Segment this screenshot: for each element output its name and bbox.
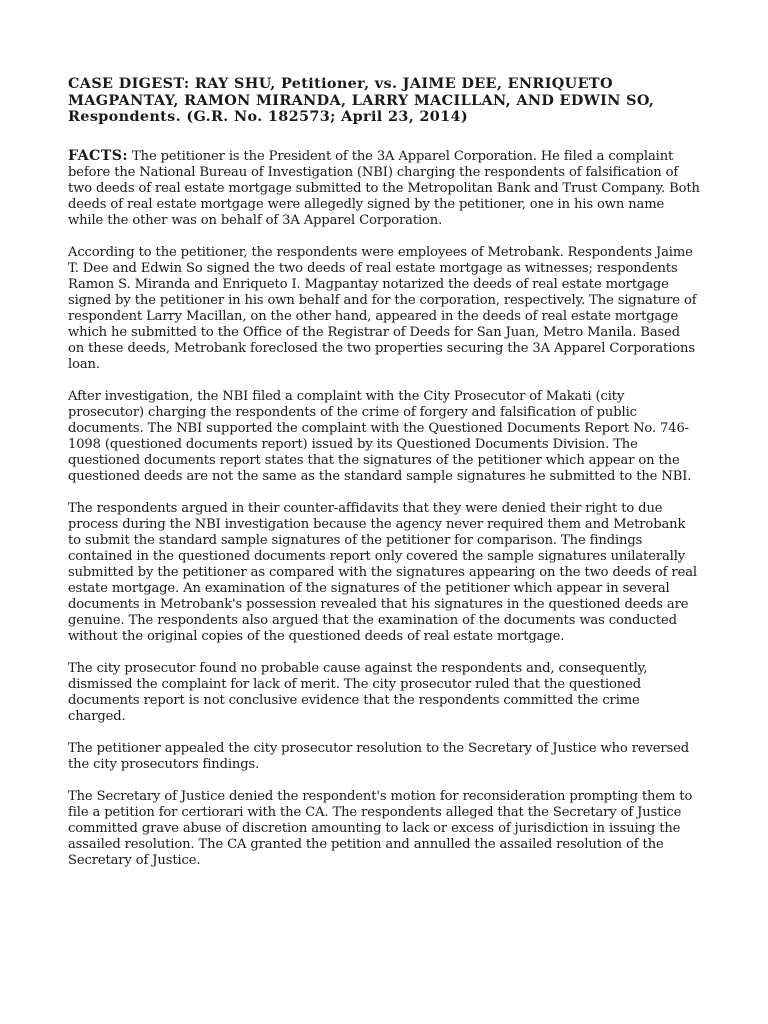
facts-text: The petitioner is the President of the 3A Apparel Corporation. He filed a complaint before the National Bureau of Investigation (NBI) charging the respondents of falsification of two deeds of real estate mortgage submitted to the Metropolitan Bank and Trust Company. Both deeds of real estate mortgage were allegedly signed by the petitioner, one in his own name while the other was on behalf of 3A Apparel Corporation.	[68, 148, 700, 228]
facts-paragraph	[68, 148, 700, 229]
case-title: CASE DIGEST: RAY SHU, Petitioner, vs. JAIME DEE, ENRIQUETO MAGPANTAY, RAMON MIRANDA, LARRY MACILLAN, AND EDWIN SO, Respondents. (G.R. No. 182573; April 23, 2014)	[68, 75, 655, 126]
document-page	[68, 76, 700, 885]
paragraph-appeal: The petitioner appealed the city prosecutor resolution to the Secretary of Justice who reversed the city prosecutors findings.	[68, 740, 690, 772]
paragraph-counter-affidavits: The respondents argued in their counter-affidavits that they were denied their right to due process during the NBI investigation because the agency never required them and Metrobank to submit the standard sample signatures of the petitioner for comparison. The findings contained in the questioned documents report only covered the sample signatures unilaterally submitted by the petitioner as compared with the signatures appearing on the two deeds of real estate mortgage. An examination of the signatures of the petitioner which appear in several documents in Metrobank's possession revealed that his signatures in the questioned deeds are genuine. The respondents also argued that the examination of the documents was conducted without the original copies of the questioned deeds of real estate mortgage.	[68, 500, 697, 644]
paragraph-nbi-complaint: After investigation, the NBI filed a complaint with the City Prosecutor of Makati (city prosecutor) charging the respondents of the crime of forgery and falsification of public documents. The NBI supported the complaint with the Questioned Documents Report No. 746-1098 (questioned documents report) issued by its Questioned Documents Division. The questioned documents report states that the signatures of the petitioner which appear on the questioned deeds are not the same as the standard sample signatures he submitted to the NBI.	[68, 388, 692, 484]
paragraph-city-prosecutor: The city prosecutor found no probable cause against the respondents and, consequently, dismissed the complaint for lack of merit. The city prosecutor ruled that the questioned documents report is not conclusive evidence that the respondents committed the crime charged.	[68, 660, 648, 724]
paragraph-respondents-employees: According to the petitioner, the respondents were employees of Metrobank. Respondents Jaime T. Dee and Edwin So signed the two deeds of real estate mortgage as witnesses; respondents Ramon S. Miranda and Enriqueto I. Magpantay notarized the deeds of real estate mortgage signed by the petitioner in his own behalf and for the corporation, respectively. The signature of respondent Larry Macillan, on the other hand, appeared in the deeds of real estate mortgage which he submitted to the Office of the Registrar of Deeds for San Juan, Metro Manila. Based on these deeds, Metrobank foreclosed the two properties securing the 3A Apparel Corporations loan.	[68, 244, 697, 372]
paragraph-certiorari: The Secretary of Justice denied the respondent's motion for reconsideration prompting them to file a petition for certiorari with the CA. The respondents alleged that the Secretary of Justice committed grave abuse of discretion amounting to lack or excess of jurisdiction in issuing the assailed resolution. The CA granted the petition and annulled the assailed resolution of the Secretary of Justice.	[68, 788, 693, 868]
facts-label: FACTS:	[68, 147, 128, 164]
